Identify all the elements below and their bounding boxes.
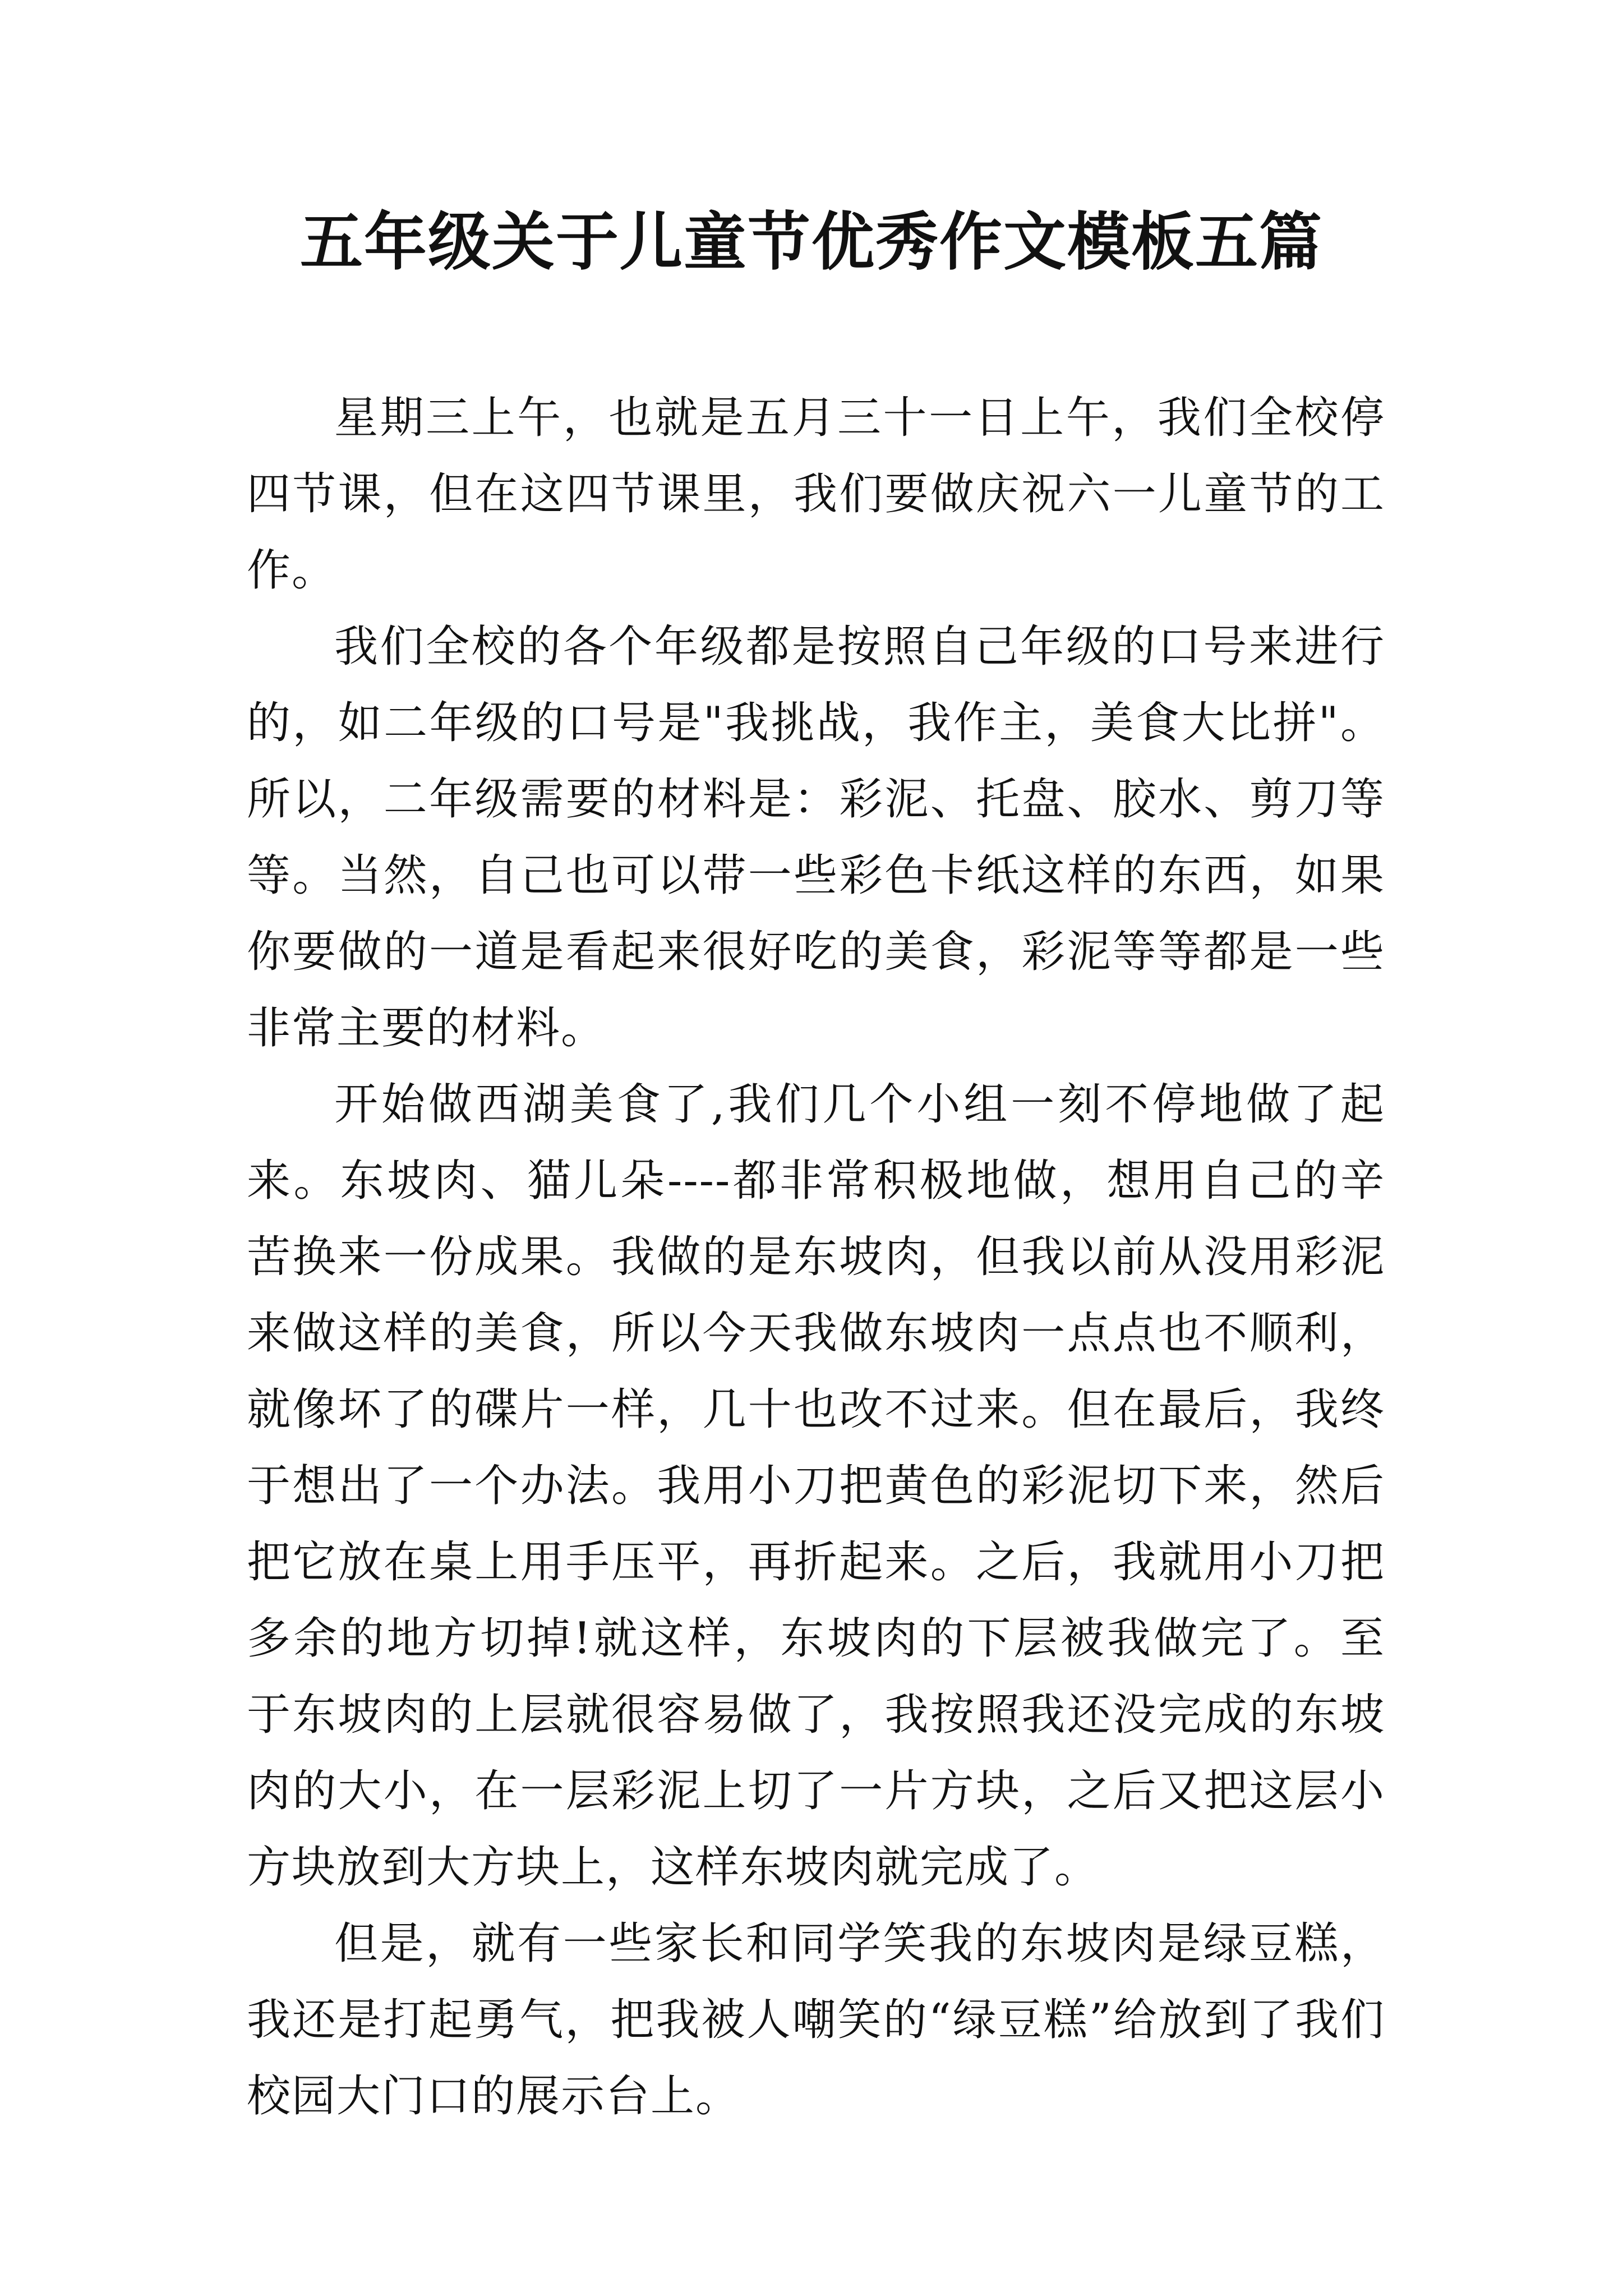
document-title: 五年级关于儿童节优秀作文模板五篇 [300, 206, 1323, 279]
paragraph-1: 星期三上午，也就是五月三十一日上午，我们全校停四节课，但在这四节课里，我们要做庆祝六一儿童节的工作。 [247, 393, 1385, 596]
paragraph-4: 但是，就有一些家长和同学笑我的东坡肉是绿豆糕，我还是打起勇气，把我被人嘲笑的“绿豆糕”给放到了我们校园大门口的展示台上。 [247, 1918, 1385, 2122]
document-body [247, 380, 1385, 2134]
paragraph-2: 我们全校的各个年级都是按照自己年级的口号来进行的，如二年级的口号是"我挑战，我作主，美食大比拼"。所以，二年级需要的材料是：彩泥、托盘、胶水、剪刀等等。当然，自己也可以带一些彩色卡纸这样的东西，如果你要做的一道是看起来很好吃的美食，彩泥等等都是一些非常主要的材料。 [247, 622, 1385, 1053]
paragraph-3: 开始做西湖美食了,我们几个小组一刻不停地做了起来。东坡肉、猫儿朵----都非常积极地做，想用自己的辛苦换来一份成果。我做的是东坡肉，但我以前从没用彩泥来做这样的美食，所以今天我做东坡肉一点点也不顺利，就像坏了的碟片一样，几十也改不过来。但在最后，我终于想出了一个办法。我用小刀把黄色的彩泥切下来，然后把它放在桌上用手压平，再折起来。之后，我就用小刀把多余的地方切掉!就这样，东坡肉的下层被我做完了。至于东坡肉的上层就很容易做了，我按照我还没完成的东坡肉的大小，在一层彩泥上切了一片方块，之后又把这层小方块放到大方块上，这样东坡肉就完成了。 [247, 1079, 1385, 1893]
